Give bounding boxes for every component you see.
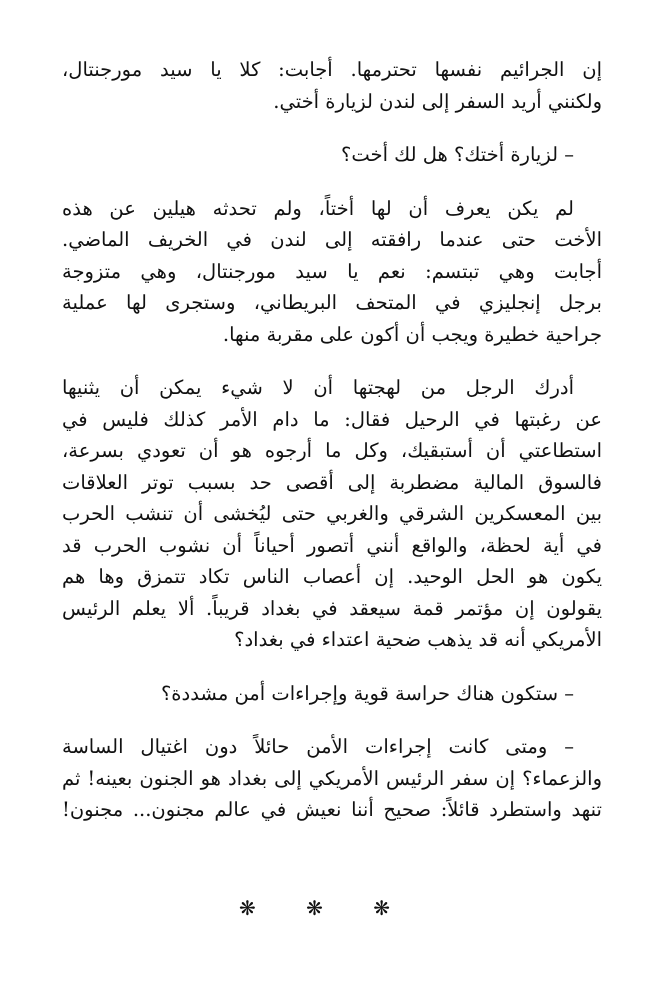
paragraph-2-dialogue <box>62 139 602 171</box>
text-line: الأخت حتى عندما رافقته إلى لندن في الخريف الماضي. <box>62 228 602 251</box>
text-line: والزعماء؟ إن سفر الرئيس الأمريكي إلى بغداد هو الجنون بعينه! ثم <box>62 766 602 790</box>
text-line: – ومتى كانت إجراءات الأمن حائلاً دون اغتيال الساسة <box>62 735 574 758</box>
text-line: أجابت وهي تبتسم: نعم يا سيد مورجنتال، وهي متزوجة <box>62 259 602 283</box>
section-separator: ❋ ❋ ❋ <box>239 896 412 920</box>
text-line: جراحية خطيرة ويجب أن أكون على مقربة منها. <box>222 322 602 346</box>
paragraph-4 <box>62 372 602 656</box>
book-page <box>62 54 602 848</box>
text-line: عن رغبتها في الرحيل فقال: ما دام الأمر كذلك فليس في <box>62 407 602 431</box>
text-line: – لزيارة أختك؟ هل لك أخت؟ <box>341 143 574 166</box>
text-line: تنهد واستطرد قائلاً: صحيح أننا نعيش في عالم مجنون... مجنون! <box>62 798 602 821</box>
paragraph-1 <box>62 54 602 117</box>
text-line: يكون هو الحل الوحيد. إن أعصاب الناس تكاد تتمزق وها هم <box>62 565 602 588</box>
text-line: في أية لحظة، والواقع أنني أتصور أحياناً أن نشوب الحرب قد <box>62 533 602 557</box>
text-line: – ستكون هناك حراسة قوية وإجراءات أمن مشددة؟ <box>160 681 574 705</box>
text-line: لم يكن يعرف أن لها أختاً، ولم تحدثه هيلين عن هذه <box>62 196 574 220</box>
paragraph-3 <box>62 193 602 351</box>
text-line: أدرك الرجل من لهجتها أن لا شيء يمكن أن يثنيها <box>62 376 574 399</box>
text-line: ولكنني أريد السفر إلى لندن لزيارة أختي. <box>273 89 602 113</box>
text-line: برجل إنجليزي في المتحف البريطاني، وستجرى لها عملية <box>62 291 602 314</box>
text-line: يقولون إن مؤتمر قمة سيعقد في بغداد قريباً. ألا يعلم الرئيس <box>62 596 602 620</box>
paragraph-5-dialogue <box>62 678 602 710</box>
text-line: استطاعتي أن أستبقيك، وكل ما أرجوه هو أن تعودي بسرعة، <box>62 439 602 462</box>
text-line: فالسوق المالية مضطربة إلى أقصى حد بسبب توتر العلاقات <box>62 470 602 494</box>
text-line: بين المعسكرين الشرقي والغربي حتى ليُخشى أن تنشب الحرب <box>62 502 602 525</box>
text-line: إن الجرائيم نفسها تحترمها. أجابت: كلا يا سيد مورجنتال، <box>62 58 602 81</box>
text-line: الأمريكي أنه قد يذهب ضحية اعتداء في بغداد؟ <box>234 628 602 651</box>
paragraph-6-dialogue <box>62 731 602 826</box>
